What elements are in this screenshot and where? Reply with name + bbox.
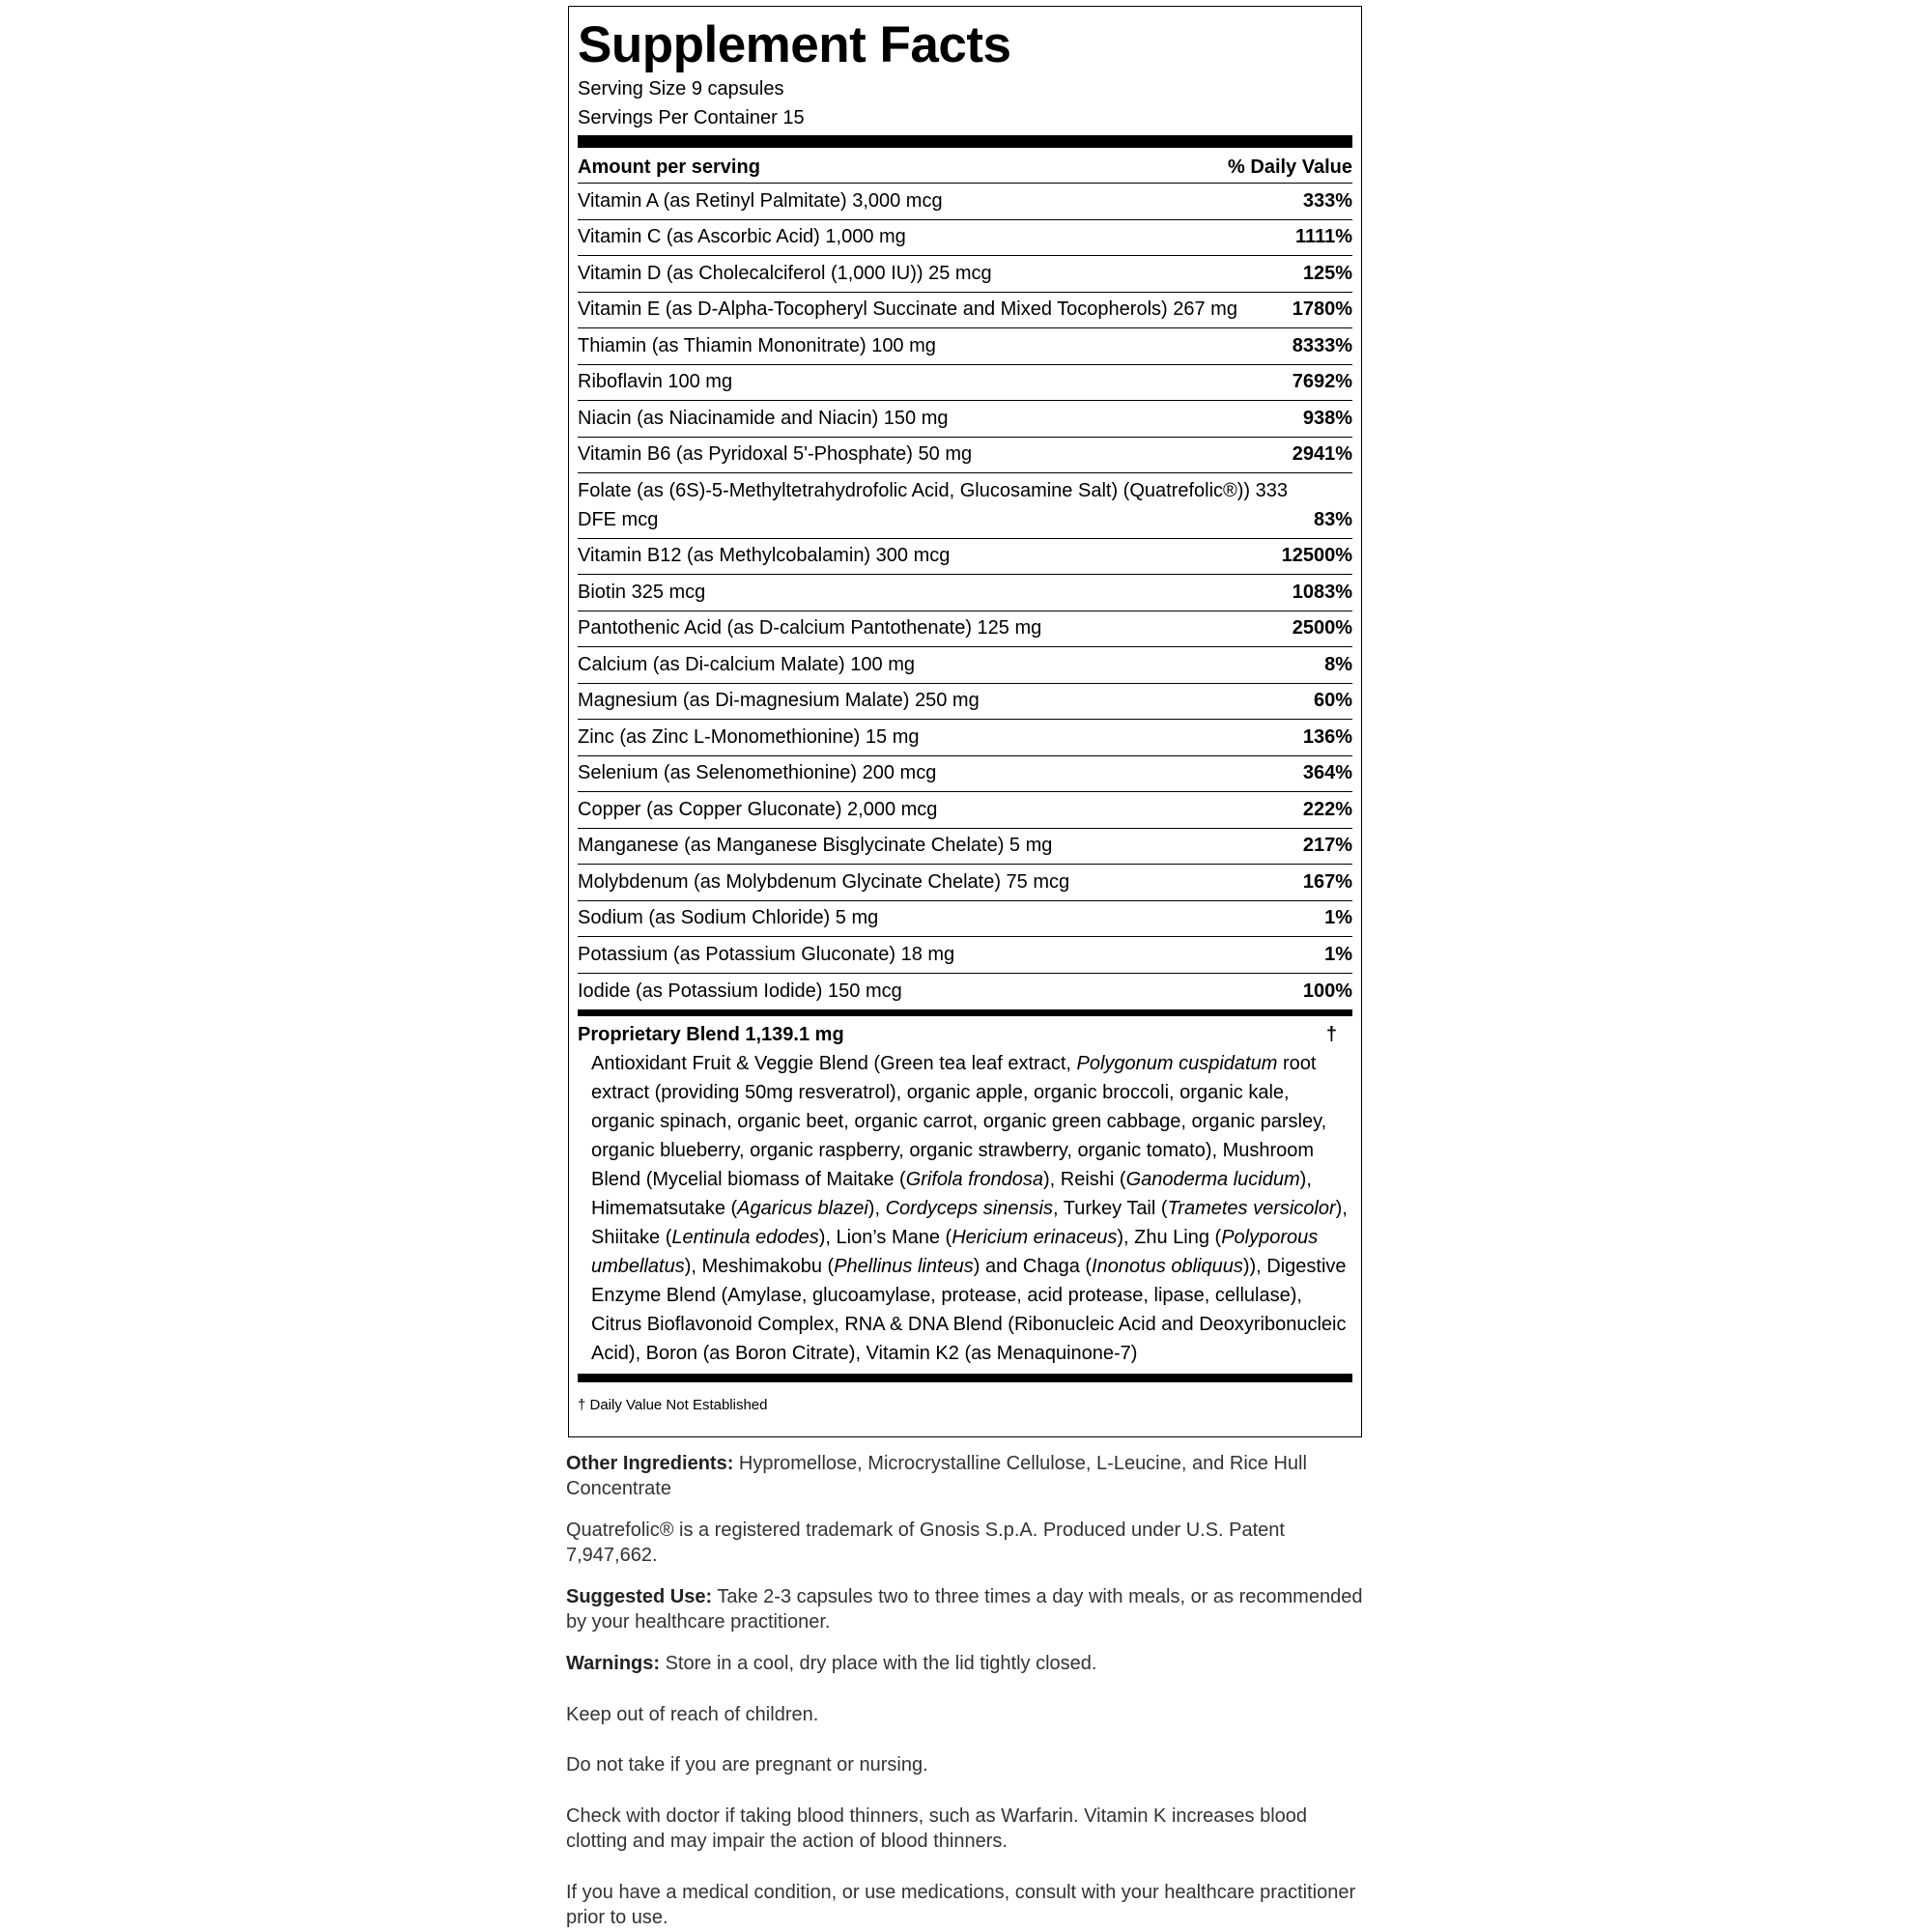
- nutrient-row: [578, 365, 1352, 402]
- nutrient-daily-value: 217%: [1302, 835, 1352, 856]
- blend-text-segment: ),: [867, 1198, 886, 1219]
- blend-text-segment: ), Lion’s Mane (: [818, 1227, 952, 1248]
- species-name: Hericium erinaceus: [952, 1227, 1118, 1248]
- nutrient-row: [578, 901, 1352, 938]
- nutrient-daily-value: 2500%: [1292, 617, 1352, 639]
- footnote: † Daily Value Not Established: [578, 1397, 768, 1413]
- proprietary-blend-header: [578, 1020, 1352, 1049]
- medium-divider: [578, 1009, 1352, 1016]
- nutrient-row: [578, 829, 1352, 866]
- nutrient-row: [578, 720, 1352, 756]
- nutrient-daily-value: 60%: [1313, 690, 1352, 711]
- blend-name: Proprietary Blend 1,139.1 mg: [578, 1024, 844, 1045]
- species-name: Ganoderma lucidum: [1125, 1169, 1300, 1190]
- nutrient-daily-value: 1780%: [1292, 298, 1352, 320]
- blend-daily-value: †: [1325, 1024, 1337, 1045]
- bottom-divider: [578, 1374, 1352, 1382]
- nutrient-row: [578, 937, 1352, 974]
- trademark-notice: Quatrefolic® is a registered trademark of Gnosis S.p.A. Produced under U.S. Patent 7,947,662.: [566, 1520, 1285, 1566]
- warning-medical-condition: If you have a medical condition, or use medications, consult with your healthcare practitioner prior to use.: [566, 1882, 1356, 1928]
- nutrient-name: Pantothenic Acid (as D-calcium Pantothenate) 125 mg: [578, 617, 1042, 639]
- species-name: Lentinula edodes: [671, 1227, 819, 1248]
- nutrient-row: [578, 293, 1352, 329]
- supplement-facts-panel: [568, 6, 1362, 1437]
- nutrient-row: [578, 684, 1352, 721]
- nutrient-row: [578, 792, 1352, 829]
- serving-size: Serving Size 9 capsules: [578, 78, 784, 99]
- nutrient-row: [578, 611, 1352, 648]
- nutrient-daily-value: 8%: [1324, 653, 1352, 675]
- blend-text-segment: ) and Chaga (: [973, 1256, 1093, 1277]
- nutrient-row: [578, 647, 1352, 684]
- blend-text-segment: )), Digestive Enzyme Blend (Amylase, glucoamylase, protease, acid protease, lipase, cellulase), Citrus Bioflavonoid Complex, RNA & DNA Blend (Ribonucleic Acid and Deoxyribonucleic Acid), Boron (as Boron Citrate), Vitamin K2 (as Menaquinone-7): [591, 1256, 1347, 1364]
- blend-text-segment: Antioxidant Fruit & Veggie Blend (Green tea leaf extract,: [591, 1053, 1077, 1074]
- nutrient-row: [578, 438, 1352, 474]
- suggested-use-text: Take 2-3 capsules two to three times a day with meals, or as recommended by your healthcare practitioner.: [566, 1586, 1363, 1633]
- warnings-label: Warnings:: [566, 1653, 661, 1674]
- species-name: Polyporous umbellatus: [591, 1227, 1319, 1277]
- nutrient-name: Niacin (as Niacinamide and Niacin) 150 mg: [578, 407, 949, 429]
- nutrient-name: Sodium (as Sodium Chloride) 5 mg: [578, 907, 879, 928]
- species-name: Trametes versicolor: [1167, 1198, 1336, 1219]
- nutrient-daily-value: 167%: [1302, 870, 1352, 893]
- nutrient-daily-value: 1%: [1324, 907, 1352, 928]
- nutrient-row: [578, 575, 1352, 611]
- amount-header: Amount per serving: [578, 156, 760, 178]
- species-name: Phellinus linteus: [834, 1256, 974, 1277]
- warning-blood-thinners: Check with doctor if taking blood thinners, such as Warfarin. Vitamin K increases blood clotting and may impair the action of blood thinners.: [566, 1805, 1308, 1852]
- nutrient-name: Molybdenum (as Molybdenum Glycinate Chelate) 75 mcg: [578, 870, 1070, 893]
- nutrient-name: Thiamin (as Thiamin Mononitrate) 100 mg: [578, 334, 936, 356]
- column-header-row: [578, 152, 1352, 184]
- blend-text-segment: root extract (providing 50mg resveratrol), organic apple, organic broccoli, organic kale, organic spinach, organic beet, organic carrot, organic green cabbage, organic parsley, organic blueberry, organic raspberry, organic strawberry, organic tomato), Mushroom Blend (Mycelial biomass of Maitake (: [591, 1053, 1327, 1190]
- nutrient-daily-value: 83%: [1313, 508, 1352, 530]
- thick-divider: [578, 135, 1352, 148]
- nutrient-row: [578, 473, 1352, 539]
- other-ingredients-label: Other Ingredients:: [566, 1453, 734, 1474]
- species-name: Grifola frondosa: [905, 1169, 1043, 1190]
- other-ingredients-text: Hypromellose, Microcrystalline Cellulose, L-Leucine, and Rice Hull Concentrate: [566, 1453, 1307, 1499]
- daily-value-header: % Daily Value: [1228, 156, 1352, 178]
- warnings-text: Store in a cool, dry place with the lid tightly closed.: [660, 1653, 1097, 1674]
- nutrient-row: [578, 220, 1352, 257]
- nutrient-daily-value: 2941%: [1292, 443, 1352, 465]
- warnings: [566, 1651, 1364, 1676]
- nutrient-name: Selenium (as Selenomethionine) 200 mcg: [578, 762, 937, 783]
- nutrient-name: Vitamin B12 (as Methylcobalamin) 300 mcg: [578, 545, 951, 566]
- nutrient-name: Calcium (as Di-calcium Malate) 100 mg: [578, 653, 915, 675]
- nutrient-row: [578, 865, 1352, 901]
- nutrient-daily-value: 125%: [1302, 262, 1352, 284]
- nutrient-name: Iodide (as Potassium Iodide) 150 mcg: [578, 980, 902, 1002]
- species-name: Inonotus obliquus: [1092, 1256, 1243, 1277]
- blend-text-segment: ), Zhu Ling (: [1117, 1227, 1222, 1248]
- nutrient-name: Folate (as (6S)-5-Methyltetrahydrofolic Acid, Glucosamine Salt) (Quatrefolic®)) 333 DFE mcg: [578, 479, 1289, 530]
- blend-text-segment: ), Reishi (: [1042, 1169, 1126, 1190]
- nutrient-daily-value: 1%: [1324, 943, 1352, 965]
- nutrient-list: [578, 184, 1352, 1009]
- nutrient-daily-value: 12500%: [1281, 545, 1352, 566]
- nutrient-name: Vitamin C (as Ascorbic Acid) 1,000 mg: [578, 226, 906, 247]
- panel-title: Supplement Facts: [578, 16, 1011, 73]
- nutrient-name: Manganese (as Manganese Bisglycinate Chelate) 5 mg: [578, 835, 1053, 856]
- nutrient-name: Biotin 325 mcg: [578, 581, 706, 603]
- nutrient-name: Copper (as Copper Gluconate) 2,000 mcg: [578, 798, 938, 820]
- nutrient-row: [578, 974, 1352, 1010]
- nutrient-row: [578, 539, 1352, 576]
- nutrient-daily-value: 364%: [1302, 762, 1352, 783]
- species-name: Agaricus blazei: [737, 1198, 868, 1219]
- nutrient-name: Magnesium (as Di-magnesium Malate) 250 mg: [578, 690, 980, 711]
- nutrient-daily-value: 1111%: [1295, 226, 1352, 247]
- warning-pregnant: Do not take if you are pregnant or nursing.: [566, 1754, 928, 1776]
- species-name: Polygonum cuspidatum: [1076, 1053, 1278, 1074]
- suggested-use-label: Suggested Use:: [566, 1586, 713, 1607]
- nutrient-name: Riboflavin 100 mg: [578, 371, 733, 392]
- nutrient-daily-value: 7692%: [1292, 371, 1352, 392]
- warning-children: Keep out of reach of children.: [566, 1704, 819, 1725]
- nutrient-row: [578, 756, 1352, 793]
- nutrient-row: [578, 328, 1352, 365]
- nutrient-daily-value: 136%: [1302, 725, 1352, 748]
- nutrient-name: Vitamin A (as Retinyl Palmitate) 3,000 mcg: [578, 189, 943, 212]
- nutrient-row: [578, 256, 1352, 293]
- nutrient-name: Vitamin B6 (as Pyridoxal 5'-Phosphate) 50 mg: [578, 443, 973, 465]
- nutrient-name: Zinc (as Zinc L-Monomethionine) 15 mg: [578, 725, 920, 748]
- nutrient-daily-value: 100%: [1302, 980, 1352, 1002]
- nutrient-daily-value: 8333%: [1292, 334, 1352, 356]
- blend-ingredients: [578, 1049, 1352, 1368]
- blend-text-segment: ), Shiitake (: [591, 1198, 1348, 1248]
- nutrient-daily-value: 222%: [1302, 798, 1352, 820]
- servings-per-container: Servings Per Container 15: [578, 107, 805, 128]
- blend-text-segment: ), Meshimakobu (: [684, 1256, 835, 1277]
- species-name: Cordyceps sinensis: [885, 1198, 1053, 1219]
- suggested-use: [566, 1584, 1364, 1634]
- nutrient-row: [578, 401, 1352, 438]
- nutrient-daily-value: 333%: [1302, 189, 1352, 212]
- nutrient-name: Vitamin E (as D-Alpha-Tocopheryl Succinate and Mixed Tocopherols) 267 mg: [578, 298, 1237, 320]
- nutrient-row: [578, 184, 1352, 220]
- nutrient-daily-value: 1083%: [1292, 581, 1352, 603]
- nutrient-daily-value: 938%: [1302, 407, 1352, 429]
- other-ingredients: [566, 1451, 1364, 1501]
- blend-text-segment: , Turkey Tail (: [1052, 1198, 1168, 1219]
- blend-text-segment: ), Himematsutake (: [591, 1169, 1312, 1219]
- nutrient-name: Vitamin D (as Cholecalciferol (1,000 IU)) 25 mcg: [578, 262, 992, 284]
- supplement-facts-content: [578, 7, 1352, 1415]
- nutrient-name: Potassium (as Potassium Gluconate) 18 mg: [578, 943, 955, 965]
